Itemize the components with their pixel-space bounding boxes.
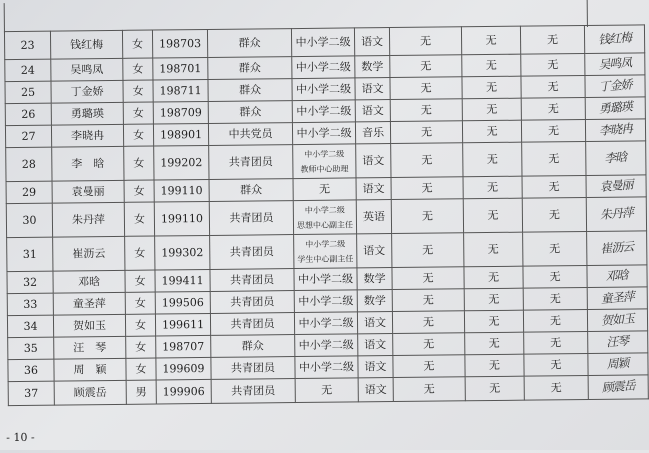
field-cell: 无 bbox=[392, 233, 464, 268]
political-status-cell: 共青团员 bbox=[210, 291, 294, 314]
handwritten-signature: 吴鸣凤 bbox=[597, 55, 632, 72]
subject-cell: 语文 bbox=[356, 178, 391, 200]
field-cell: 无 bbox=[465, 332, 524, 355]
political-status-cell: 群众 bbox=[207, 29, 291, 58]
political-status-cell: 群众 bbox=[208, 79, 292, 102]
signature-cell bbox=[587, 231, 647, 266]
name-cell: 吴鸣凤 bbox=[51, 58, 123, 81]
birth-cell: 198701 bbox=[153, 57, 208, 80]
title-line: 中小学二级 bbox=[304, 205, 345, 215]
field-cell: 无 bbox=[390, 99, 462, 122]
field-cell: 无 bbox=[463, 198, 522, 233]
field-cell: 无 bbox=[464, 288, 523, 311]
field-cell: 无 bbox=[462, 98, 521, 121]
row-number-cell: 27 bbox=[5, 125, 51, 147]
position-line: 学生中心副主任 bbox=[297, 253, 354, 264]
political-status-cell: 共青团员 bbox=[210, 235, 294, 270]
field-cell: 无 bbox=[462, 54, 521, 77]
name-cell: 丁金娇 bbox=[51, 80, 123, 103]
title-cell: 中小学二级 bbox=[292, 78, 355, 101]
position-line: 教师中心助理 bbox=[300, 163, 349, 174]
title-cell bbox=[293, 144, 356, 179]
political-status-cell: 共青团员 bbox=[210, 313, 294, 336]
political-status-cell: 共青团员 bbox=[209, 201, 293, 236]
field-cell: 无 bbox=[524, 375, 588, 400]
staff-table bbox=[4, 24, 649, 406]
field-cell: 无 bbox=[393, 377, 465, 402]
sex-cell: 女 bbox=[126, 358, 156, 380]
row-number-cell: 25 bbox=[5, 81, 51, 103]
subject-cell: 数学 bbox=[357, 268, 392, 290]
name-cell: 朱丹萍 bbox=[52, 202, 124, 237]
field-cell: 无 bbox=[523, 287, 587, 310]
title-cell: 无 bbox=[295, 378, 358, 403]
row-number-cell: 26 bbox=[5, 103, 51, 125]
signature-cell bbox=[586, 175, 646, 198]
title-line: 中小学二级 bbox=[305, 239, 346, 249]
sex-cell: 男 bbox=[126, 380, 156, 404]
subject-cell: 语文 bbox=[355, 78, 390, 100]
title-cell: 中小学二级 bbox=[292, 56, 355, 79]
row-number-cell: 24 bbox=[5, 59, 51, 81]
field-cell: 无 bbox=[392, 311, 464, 334]
field-cell: 无 bbox=[521, 98, 585, 121]
name-cell: 勇璐瑛 bbox=[51, 102, 123, 125]
political-status-cell: 群众 bbox=[211, 335, 295, 358]
subject-cell: 语文 bbox=[357, 234, 392, 268]
signature-cell bbox=[586, 141, 646, 176]
field-cell: 无 bbox=[462, 76, 521, 99]
sex-cell: 女 bbox=[126, 336, 156, 358]
birth-cell: 198707 bbox=[156, 335, 211, 358]
row-number-cell: 30 bbox=[6, 203, 52, 237]
row-number-cell: 36 bbox=[8, 359, 54, 381]
position-line: 思想中心副主任 bbox=[296, 219, 354, 230]
subject-cell: 语文 bbox=[357, 312, 392, 334]
political-status-cell: 共青团员 bbox=[209, 145, 293, 180]
handwritten-signature: 崔沥云 bbox=[599, 239, 634, 256]
sex-cell: 女 bbox=[122, 30, 152, 58]
field-cell: 无 bbox=[461, 26, 520, 55]
birth-cell: 199110 bbox=[154, 179, 209, 202]
name-cell: 李晓冉 bbox=[51, 124, 123, 147]
birth-cell: 198901 bbox=[153, 123, 208, 146]
field-cell: 无 bbox=[392, 267, 464, 290]
name-cell: 周 颖 bbox=[54, 358, 126, 381]
sex-cell: 女 bbox=[124, 146, 154, 180]
title-cell: 中小学二级 bbox=[292, 100, 355, 123]
row-number-cell: 23 bbox=[4, 31, 50, 59]
handwritten-signature: 顾震岳 bbox=[601, 378, 636, 395]
signature-cell bbox=[585, 97, 645, 120]
subject-cell: 语文 bbox=[355, 100, 390, 122]
field-cell: 无 bbox=[522, 198, 586, 233]
sex-cell: 女 bbox=[123, 80, 153, 102]
birth-cell: 199906 bbox=[156, 379, 211, 404]
field-cell: 无 bbox=[390, 121, 462, 144]
page-number: - 10 - bbox=[6, 430, 35, 445]
political-status-cell: 群众 bbox=[208, 101, 292, 124]
subject-cell: 语文 bbox=[358, 334, 393, 356]
row-number-cell: 31 bbox=[7, 237, 53, 271]
sex-cell: 女 bbox=[125, 292, 155, 314]
political-status-cell: 群众 bbox=[209, 179, 293, 202]
field-cell: 无 bbox=[462, 120, 521, 143]
political-status-cell: 共青团员 bbox=[211, 379, 295, 404]
field-cell: 无 bbox=[393, 333, 465, 356]
field-cell: 无 bbox=[465, 354, 524, 377]
signature-cell bbox=[585, 75, 645, 98]
field-cell: 无 bbox=[522, 176, 586, 199]
field-cell: 无 bbox=[391, 177, 463, 200]
birth-cell: 199302 bbox=[155, 235, 210, 270]
field-cell: 无 bbox=[521, 120, 585, 143]
signature-cell bbox=[584, 25, 644, 54]
title-cell: 中小学二级 bbox=[295, 356, 358, 379]
field-cell: 无 bbox=[524, 331, 588, 354]
signature-cell bbox=[588, 353, 648, 376]
handwritten-signature: 汪琴 bbox=[606, 333, 630, 350]
title-cell bbox=[293, 200, 356, 235]
handwritten-signature: 贺如玉 bbox=[600, 311, 635, 328]
title-cell: 中小学二级 bbox=[294, 268, 357, 291]
sex-cell: 女 bbox=[125, 236, 155, 270]
signature-cell bbox=[587, 287, 647, 310]
title-cell: 中小学二级 bbox=[292, 122, 355, 145]
subject-cell: 数学 bbox=[357, 290, 392, 312]
name-cell: 李 晗 bbox=[52, 146, 124, 181]
signature-cell bbox=[586, 197, 646, 232]
signature-cell bbox=[588, 331, 648, 354]
field-cell: 无 bbox=[393, 355, 465, 378]
birth-cell: 198711 bbox=[153, 79, 208, 102]
name-cell: 邓晗 bbox=[53, 270, 125, 293]
birth-cell: 199411 bbox=[155, 269, 210, 292]
row-number-cell: 32 bbox=[7, 271, 53, 293]
field-cell: 无 bbox=[523, 265, 587, 288]
birth-cell: 199202 bbox=[154, 145, 209, 180]
birth-cell: 199506 bbox=[155, 291, 210, 314]
field-cell: 无 bbox=[390, 55, 462, 78]
handwritten-signature: 童圣萍 bbox=[600, 289, 635, 306]
name-cell: 崔沥云 bbox=[53, 236, 125, 271]
signature-cell bbox=[587, 309, 647, 332]
field-cell: 无 bbox=[463, 142, 522, 177]
field-cell: 无 bbox=[523, 309, 587, 332]
sex-cell: 女 bbox=[123, 124, 153, 146]
signature-cell bbox=[587, 265, 647, 288]
field-cell: 无 bbox=[464, 310, 523, 333]
name-cell: 袁曼丽 bbox=[52, 180, 124, 203]
name-cell: 贺如玉 bbox=[53, 314, 125, 337]
birth-cell: 199611 bbox=[155, 313, 210, 336]
field-cell: 无 bbox=[391, 143, 463, 178]
signature-cell bbox=[588, 375, 648, 400]
field-cell: 无 bbox=[392, 289, 464, 312]
field-cell: 无 bbox=[463, 176, 522, 199]
signature-cell bbox=[585, 53, 645, 76]
field-cell: 无 bbox=[464, 266, 523, 289]
sex-cell: 女 bbox=[124, 202, 154, 236]
row-number-cell: 35 bbox=[8, 337, 54, 359]
row-number-cell: 34 bbox=[7, 315, 53, 337]
field-cell: 无 bbox=[523, 231, 587, 266]
row-number-cell: 29 bbox=[6, 181, 52, 203]
handwritten-signature: 朱丹萍 bbox=[599, 205, 634, 222]
sex-cell: 女 bbox=[125, 314, 155, 336]
field-cell: 无 bbox=[465, 376, 524, 401]
field-cell: 无 bbox=[389, 27, 461, 56]
birth-cell: 199110 bbox=[154, 201, 209, 236]
field-cell: 无 bbox=[464, 232, 523, 267]
field-cell: 无 bbox=[391, 199, 463, 234]
political-status-cell: 中共党员 bbox=[208, 123, 292, 146]
row-number-cell: 37 bbox=[8, 381, 54, 405]
handwritten-signature: 丁金娇 bbox=[598, 77, 633, 94]
birth-cell: 199609 bbox=[156, 357, 211, 380]
subject-cell: 数学 bbox=[355, 56, 390, 78]
sex-cell: 女 bbox=[125, 270, 155, 292]
title-cell: 无 bbox=[293, 178, 356, 201]
title-cell bbox=[294, 234, 357, 269]
sex-cell: 女 bbox=[124, 180, 154, 202]
handwritten-signature: 周颖 bbox=[606, 355, 630, 372]
signature-cell bbox=[585, 119, 645, 142]
subject-cell: 语文 bbox=[358, 378, 393, 402]
field-cell: 无 bbox=[520, 26, 584, 55]
title-cell: 中小学二级 bbox=[291, 28, 354, 57]
handwritten-signature: 李晗 bbox=[604, 149, 628, 166]
subject-cell: 音乐 bbox=[355, 122, 390, 144]
subject-cell: 英语 bbox=[356, 200, 391, 234]
handwritten-signature: 邓晗 bbox=[605, 267, 629, 284]
title-cell: 中小学二级 bbox=[294, 290, 357, 313]
political-status-cell: 共青团员 bbox=[210, 269, 294, 292]
row-number-cell: 28 bbox=[6, 147, 52, 181]
field-cell: 无 bbox=[522, 142, 586, 177]
row-number-cell: 33 bbox=[7, 293, 53, 315]
title-line: 中小学二级 bbox=[304, 149, 345, 159]
handwritten-signature: 袁曼丽 bbox=[599, 177, 634, 194]
sex-cell: 女 bbox=[123, 102, 153, 124]
birth-cell: 198709 bbox=[153, 101, 208, 124]
handwritten-signature: 钱红梅 bbox=[597, 30, 632, 47]
sex-cell: 女 bbox=[123, 58, 153, 80]
name-cell: 顾震岳 bbox=[54, 380, 126, 405]
birth-cell: 198703 bbox=[152, 29, 207, 58]
field-cell: 无 bbox=[521, 54, 585, 77]
field-cell: 无 bbox=[521, 76, 585, 99]
subject-cell: 语文 bbox=[358, 356, 393, 378]
subject-cell: 语文 bbox=[354, 28, 389, 56]
title-cell: 中小学二级 bbox=[295, 334, 358, 357]
name-cell: 汪 琴 bbox=[54, 336, 126, 359]
name-cell: 童圣萍 bbox=[53, 292, 125, 315]
title-cell: 中小学二级 bbox=[294, 312, 357, 335]
handwritten-signature: 勇璐瑛 bbox=[598, 99, 633, 116]
name-cell: 钱红梅 bbox=[50, 30, 122, 59]
political-status-cell: 共青团员 bbox=[211, 357, 295, 380]
handwritten-signature: 李晓冉 bbox=[598, 121, 633, 138]
field-cell: 无 bbox=[524, 353, 588, 376]
political-status-cell: 群众 bbox=[208, 57, 292, 80]
subject-cell: 语文 bbox=[356, 144, 391, 178]
field-cell: 无 bbox=[390, 77, 462, 100]
